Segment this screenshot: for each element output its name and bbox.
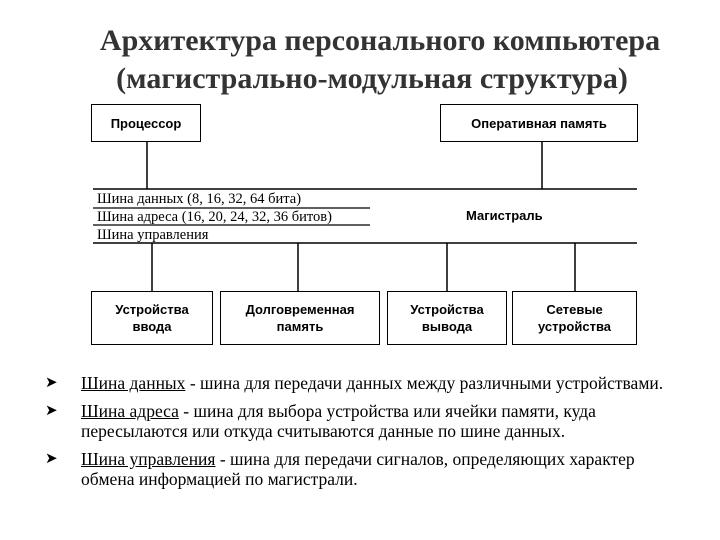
page-title: Архитектура персонального компьютера — [99, 24, 661, 57]
storage-label-1: Долговременная — [245, 302, 355, 317]
network-devices-box — [512, 291, 637, 345]
network-devices-label-2: устройства — [537, 319, 612, 334]
page-subtitle: (магистрально-модульная структура) — [116, 62, 628, 95]
bus-data-line: Шина данных (8, 16, 32, 64 бита) — [97, 191, 302, 207]
cpu-label: Процессор — [110, 115, 182, 131]
definition-term: Шина управления — [81, 449, 216, 469]
arrow-bullet-icon: ➤ — [45, 403, 58, 419]
input-devices-box — [91, 291, 213, 345]
list-item — [45, 373, 685, 393]
cpu-box — [91, 104, 201, 142]
storage-label-2: память — [276, 319, 324, 334]
definition-term: Шина данных — [81, 373, 186, 393]
output-devices-label-1: Устройства — [410, 302, 484, 317]
bus-address-line: Шина адреса (16, 20, 24, 32, 36 битов) — [97, 209, 332, 225]
ram-label: Оперативная память — [471, 115, 607, 131]
output-devices-label-2: вывода — [421, 319, 473, 334]
list-item — [45, 449, 685, 489]
network-devices-label-1: Сетевые — [546, 302, 603, 317]
bus-control-line: Шина управления — [97, 227, 209, 243]
definition-term: Шина адреса — [81, 401, 179, 421]
list-item — [45, 401, 685, 441]
output-devices-box — [387, 291, 507, 345]
definition-text: - шина для передачи данных между различными устройствами. — [185, 373, 664, 393]
definition-text: - шина для выбора устройства или ячейки памяти, куда пересылаются или откуда считываются данные по шине данных. — [81, 401, 596, 441]
arrow-bullet-icon: ➤ — [45, 451, 58, 467]
definitions-list — [45, 373, 685, 497]
storage-box — [220, 291, 380, 345]
bus-label: Магистраль — [466, 208, 543, 223]
arrow-bullet-icon: ➤ — [45, 375, 58, 391]
input-devices-label-2: ввода — [132, 319, 172, 334]
definition-text: - шина для передачи сигналов, определяющих характер обмена информацией по магистрали. — [81, 449, 635, 489]
input-devices-label-1: Устройства — [115, 302, 189, 317]
ram-box — [440, 104, 638, 142]
